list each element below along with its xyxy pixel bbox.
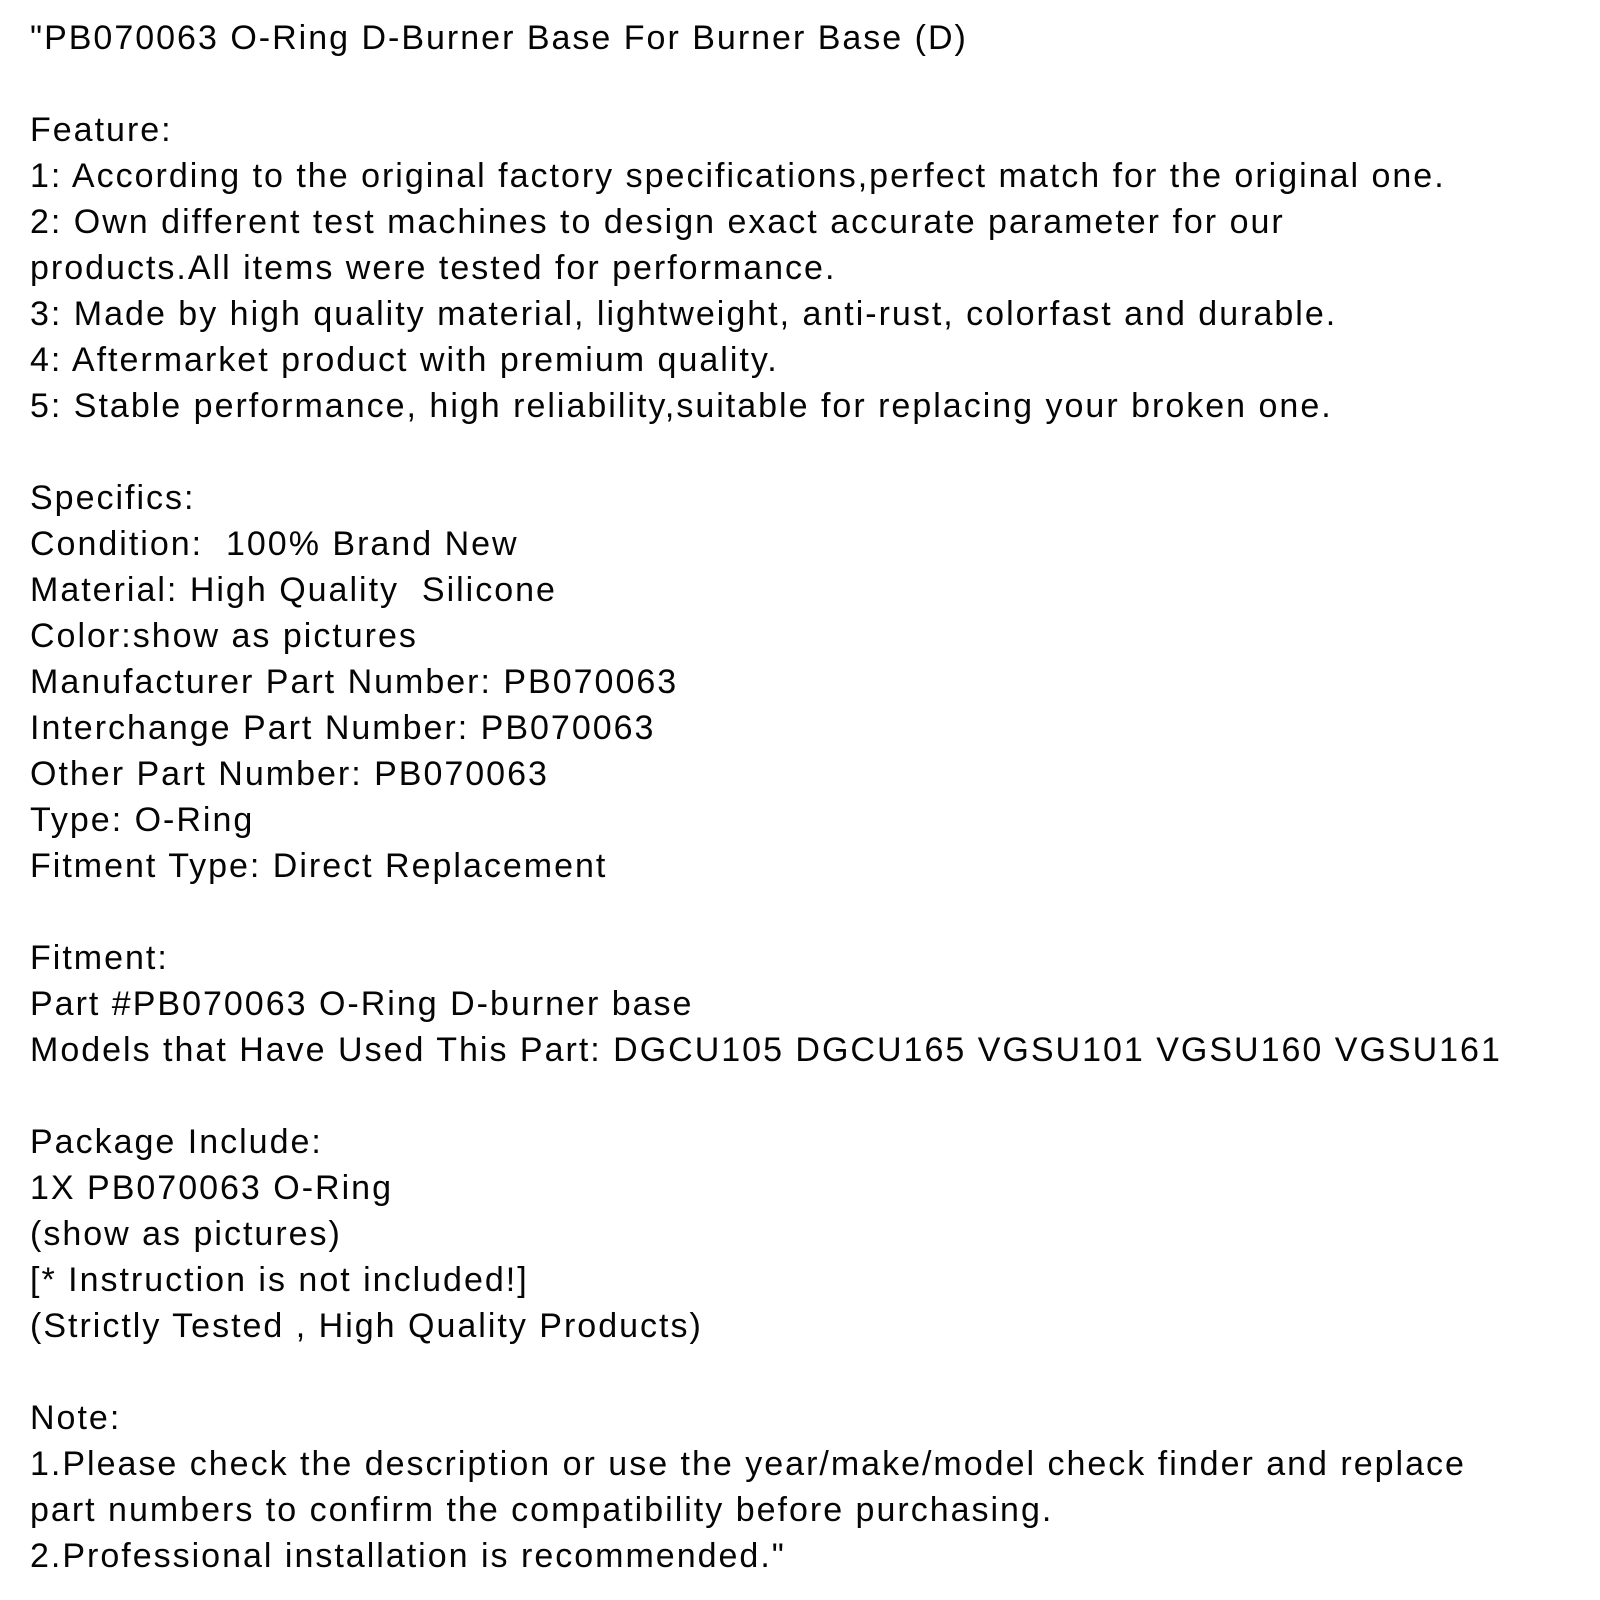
feature-item-5: 5: Stable performance, high reliability,suitable for replacing your broken one. <box>30 387 1333 425</box>
section-package <box>30 1119 1580 1349</box>
note-item-1: 1.Please check the description or use the year/make/model check finder and replace <box>30 1445 1466 1483</box>
fitment-models: Models that Have Used This Part: DGCU105 DGCU165 VGSU101 VGSU160 VGSU161 <box>30 1031 1502 1069</box>
note-item-1-wrap: part numbers to confirm the compatibility before purchasing. <box>30 1491 1054 1529</box>
spec-other-part-number: Other Part Number: PB070063 <box>30 755 549 793</box>
section-title <box>30 15 1580 61</box>
spec-manufacturer-part-number: Manufacturer Part Number: PB070063 <box>30 663 679 701</box>
spec-interchange-part-number: Interchange Part Number: PB070063 <box>30 709 656 747</box>
fitment-part: Part #PB070063 O-Ring D-burner base <box>30 985 694 1023</box>
section-fitment <box>30 935 1580 1073</box>
section-note <box>30 1395 1580 1579</box>
spec-color: Color:show as pictures <box>30 617 418 655</box>
feature-heading: Feature: <box>30 111 173 149</box>
feature-item-2-wrap: products.All items were tested for performance. <box>30 249 837 287</box>
package-heading: Package Include: <box>30 1123 323 1161</box>
package-instruction-note: [* Instruction is not included!] <box>30 1261 529 1299</box>
title-line: "PB070063 O-Ring D-Burner Base For Burner Base (D) <box>30 19 968 57</box>
feature-item-2: 2: Own different test machines to design exact accurate parameter for our <box>30 203 1285 241</box>
spec-type: Type: O-Ring <box>30 801 255 839</box>
section-specifics <box>30 475 1580 889</box>
feature-item-4: 4: Aftermarket product with premium quality. <box>30 341 779 379</box>
spec-material: Material: High Quality Silicone <box>30 571 557 609</box>
section-feature <box>30 107 1580 429</box>
feature-item-1: 1: According to the original factory specifications,perfect match for the original one. <box>30 157 1446 195</box>
package-quality-note: (Strictly Tested , High Quality Products) <box>30 1307 703 1345</box>
specifics-heading: Specifics: <box>30 479 196 517</box>
spec-condition: Condition: 100% Brand New <box>30 525 519 563</box>
note-heading: Note: <box>30 1399 122 1437</box>
package-show-as-pictures: (show as pictures) <box>30 1215 342 1253</box>
spec-fitment-type: Fitment Type: Direct Replacement <box>30 847 608 885</box>
package-item: 1X PB070063 O-Ring <box>30 1169 393 1207</box>
note-item-2: 2.Professional installation is recommended." <box>30 1537 786 1575</box>
feature-item-3: 3: Made by high quality material, lightweight, anti-rust, colorfast and durable. <box>30 295 1338 333</box>
fitment-heading: Fitment: <box>30 939 169 977</box>
